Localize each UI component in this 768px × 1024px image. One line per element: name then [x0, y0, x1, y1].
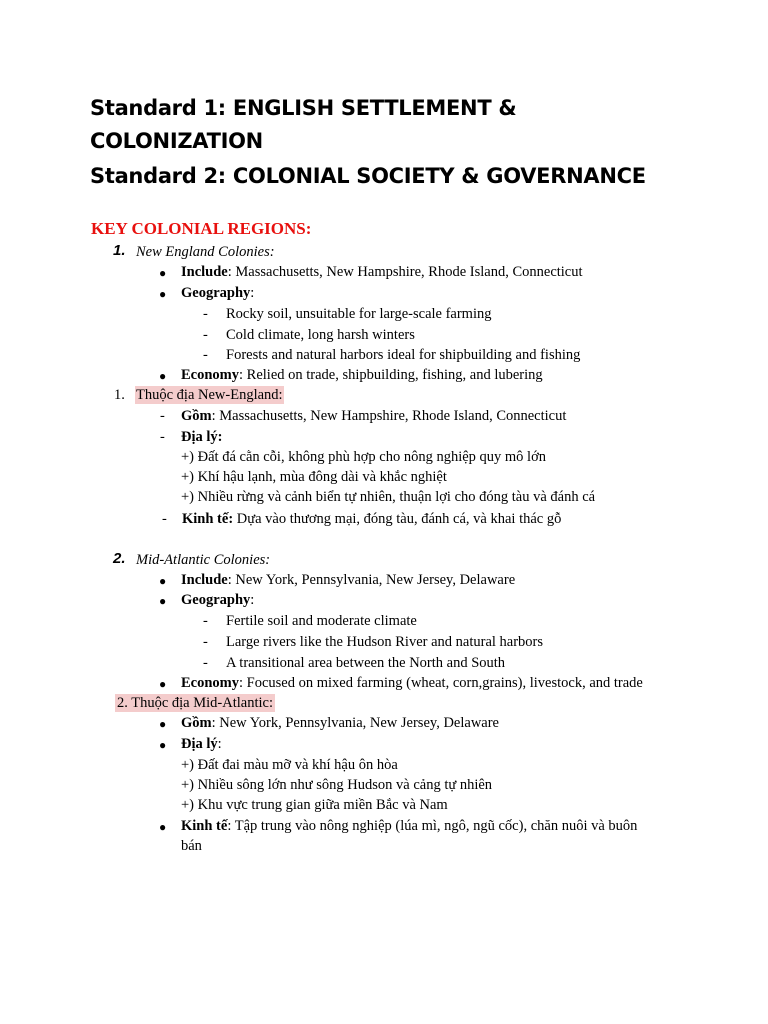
include-text: : Massachusetts, New Hampshire, Rhode Island, Connecticut — [227, 264, 583, 280]
bullet-icon: ● — [159, 820, 167, 834]
vn-include-text: : New York, Pennsylvania, New Jersey, Delaware — [211, 715, 499, 731]
vn2-economy-cont: bán — [181, 838, 202, 854]
section2-include — [181, 571, 515, 589]
vn-geo-item: +) Đất đai màu mỡ và khí hậu ôn hòa — [181, 757, 398, 773]
geography-label: Geography — [181, 285, 251, 301]
vn-geo-label: Địa lý — [181, 736, 218, 752]
vn1-title: Thuộc địa New-England: — [136, 387, 283, 403]
include-text: : New York, Pennsylvania, New Jersey, Delaware — [227, 572, 516, 588]
vn-geo-item: +) Khí hậu lạnh, mùa đông dài và khắc nghiệt — [181, 469, 447, 485]
geo-item: A transitional area between the North and South — [226, 655, 506, 671]
vn-geo-item: +) Khu vực trung gian giữa miền Bắc và Nam — [181, 797, 448, 813]
standard1-heading-line2: COLONIZATION — [90, 129, 263, 153]
vn1-number: 1. — [114, 387, 125, 403]
bullet-icon: ● — [159, 677, 167, 691]
section1-title: New England Colonies: — [136, 244, 275, 260]
vn-geo-item: +) Nhiều sông lớn như sông Hudson và cảng tự nhiên — [181, 777, 493, 793]
geography-colon: : — [250, 592, 255, 608]
bullet-icon: ● — [159, 717, 167, 731]
standard1-heading-line1: Standard 1: ENGLISH SETTLEMENT & — [90, 96, 517, 120]
geography-colon: : — [250, 285, 255, 301]
section2-economy — [181, 674, 643, 692]
include-label: Include — [181, 572, 228, 588]
vn-economy-text: Dựa vào thương mại, đóng tàu, đánh cá, và khai thác gỗ — [233, 511, 562, 527]
section2-title: Mid-Atlantic Colonies: — [136, 552, 271, 568]
standard2-heading: Standard 2: COLONIAL SOCIETY & GOVERNANCE — [90, 164, 646, 188]
vn2-title: 2. Thuộc địa Mid-Atlantic: — [117, 695, 273, 711]
geo-item: Cold climate, long harsh winters — [226, 327, 415, 343]
dash-icon: - — [203, 327, 208, 343]
dash-icon: - — [162, 511, 167, 527]
section2-number: 2. — [113, 550, 126, 567]
vn-economy-text: : Tập trung vào nông nghiệp (lúa mì, ngô, ngũ cốc), chăn nuôi và buôn — [227, 818, 638, 834]
vn-geo-item: +) Nhiều rừng và cảnh biển tự nhiên, thuận lợi cho đóng tàu và đánh cá — [181, 489, 596, 505]
bullet-icon: ● — [159, 369, 167, 383]
economy-label: Economy — [181, 675, 239, 691]
bullet-icon: ● — [159, 574, 167, 588]
dash-icon: - — [203, 655, 208, 671]
dash-icon: - — [203, 634, 208, 650]
vn-geo-item: +) Đất đá cằn cỗi, không phù hợp cho nông nghiệp quy mô lớn — [181, 449, 547, 465]
bullet-icon: ● — [159, 266, 167, 280]
section1-number: 1. — [113, 242, 126, 259]
vn1-economy — [182, 510, 561, 528]
dash-icon: - — [160, 408, 165, 424]
section1-include — [181, 263, 583, 281]
geo-item: Forests and natural harbors ideal for shipbuilding and fishing — [226, 347, 581, 363]
dash-icon: - — [160, 429, 165, 445]
dash-icon: - — [203, 613, 208, 629]
dash-icon: - — [203, 347, 208, 363]
vn-include-text: : Massachusetts, New Hampshire, Rhode Island, Connecticut — [211, 408, 567, 424]
key-regions-title: KEY COLONIAL REGIONS: — [91, 219, 312, 238]
vn-geo-colon: : — [217, 736, 222, 752]
vn2-include — [181, 714, 499, 732]
include-label: Include — [181, 264, 228, 280]
vn2-geo-label — [181, 735, 222, 753]
vn-include-label: Gồm — [181, 715, 212, 731]
vn1-geo-label — [181, 428, 222, 446]
bullet-icon: ● — [159, 594, 167, 608]
vn-include-label: Gồm — [181, 408, 212, 424]
section2-geography — [181, 591, 254, 609]
section1-economy — [181, 366, 543, 384]
economy-label: Economy — [181, 367, 239, 383]
geography-label: Geography — [181, 592, 251, 608]
economy-text: : Focused on mixed farming (wheat, corn,grains), livestock, and trade — [239, 675, 643, 691]
economy-text: : Relied on trade, shipbuilding, fishing, and lubering — [239, 367, 543, 383]
vn-economy-label: Kinh tế — [181, 818, 228, 834]
bullet-icon: ● — [159, 738, 167, 752]
vn1-include — [181, 407, 566, 425]
geo-item: Rocky soil, unsuitable for large-scale farming — [226, 306, 492, 322]
vn-geo-label: Địa lý: — [181, 429, 223, 445]
bullet-icon: ● — [159, 287, 167, 301]
geo-item: Large rivers like the Hudson River and natural harbors — [226, 634, 544, 650]
geo-item: Fertile soil and moderate climate — [226, 613, 417, 629]
vn2-economy — [181, 817, 637, 835]
section1-geography — [181, 284, 254, 302]
vn-economy-label: Kinh tế: — [182, 511, 234, 527]
dash-icon: - — [203, 306, 208, 322]
